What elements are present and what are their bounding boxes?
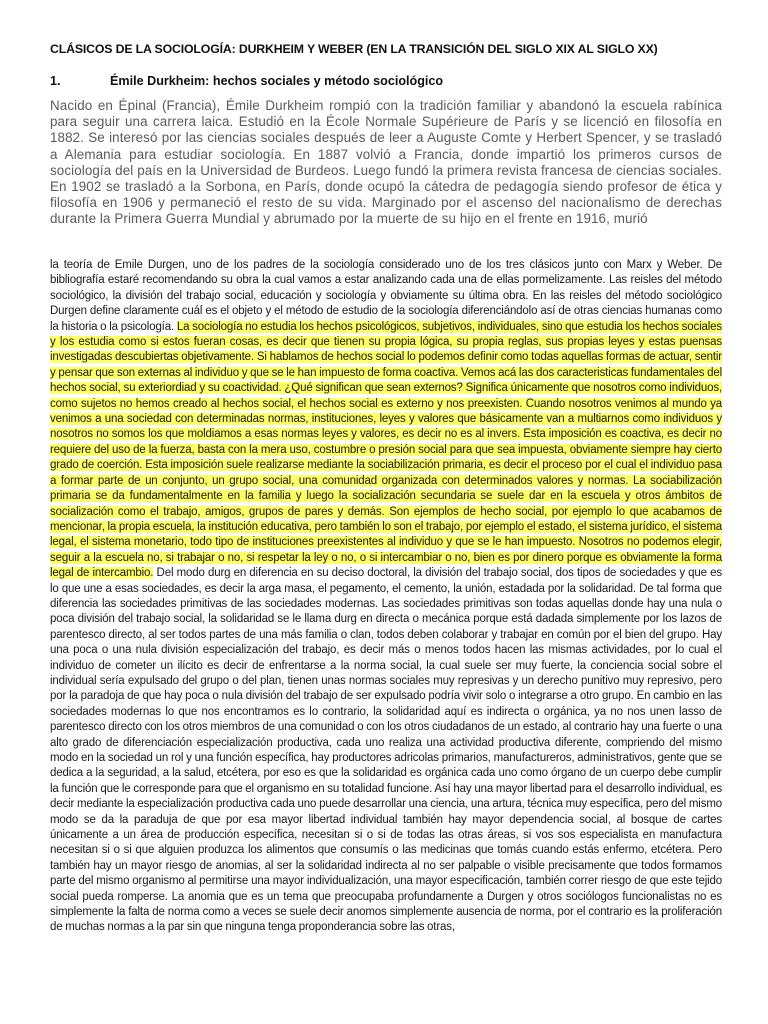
document-title: CLÁSICOS DE LA SOCIOLOGÍA: DURKHEIM Y WEBER (EN LA TRANSICIÓN DEL SIGLO XIX AL SIGLO XX) xyxy=(50,42,658,56)
section-heading xyxy=(50,74,750,88)
intro-paragraph: Nacido en Épinal (Francia), Émile Durkheim rompió con la tradición familiar y abandonó la escuela rabínica para seguir una carrera laica. Estudió en la École Normale Supérieure de París y se licenció en filosofía en 1882. Se interesó por las ciencias sociales después de leer a Auguste Comte y Herbert Spencer, y se trasladó a Alemania para estudiar sociología. En 1887 volvió a Francia, donde impartió los primeros cursos de sociología del país en la Universidad de Burdeos. Luego fundó la primera revista francesa de ciencias sociales. En 1902 se trasladó a la Sorbona, en París, donde ocupó la cátedra de pedagogía siendo profesor de ética y filosofía en 1906 y permaneció el resto de su vida. Marginado por el ascenso del nacionalismo de derechas durante la Primera Guerra Mundial y abrumado por la muerte de su hijo en el frente en 1916, murió xyxy=(50,98,722,227)
body-text-after: Del modo durg en diferencia en su deciso doctoral, la división del trabajo social, dos tipos de sociedades y que es lo que une a esas sociedades, es decir la arga masa, el pegamento, el cemento, la unión, estadada por la solidaridad. De tal forma que diferencia las sociedades primitivas de las sociedades modernas. Las sociedades primitivas son todas aquellas donde hay una nula o poca división del trabajo social, la solidaridad se le llama durg en directa o mecánica porque está dadada simplemente por los lazos de parentesco directo, al ser todos partes de una más familia o clan, todos deben colaborar y trabajar en común por el bien del grupo. Hay una poca o una nula división especialización del trabajo, es decir más o menos todos hacen las mismas actividades, por lo cual el individuo de cometer un ilícito es decir de enfrentarse a la norma social, la cual suele ser muy fuerte, la conciencia social sobre el individual sería expulsado del grupo o del plan, tienen unas normas sociales muy represivas y un derecho punitivo muy represivo, pero por la paradoja de que hay poca o nula división del trabajo de ser expulsado podría vivir solo o integrarse a otro grupo. En cambio en las sociedades modernas lo que nos encontramos es lo contrario, la solidaridad aquí es indirecta o orgánica, ya no nos unen lasso de parentesco directo con los otros miembros de una comunidad o con los otros ciudadanos de un estado, al contrario hay una fuerte o una alto grado de diferenciación especialización productiva, cada uno realiza una actividad productiva diferente, compriendo del mismo modo en la sociedad un rol y una función específica, hay productores adricolas primarios, manufactureros, administrativos, gente que se dedica a la seguridad, a la salud, etcétera, por eso es que la solidaridad es orgánica cada uno como órgano de un cuerpo debe cumplir la función que le corresponde para que el organismo en su totalidad funcione. Así hay una mayor libertad para el desarrollo individual, es decir mediante la especialización productiva cada uno puede desarrollar una ciencia, una artura, técnica muy específica, pero del mismo modo se da la paraduja de que por esa mayor libertad individual también hay mayor dependencia social, al bosque de cartes únicamente a un área de producción específica, necesitan si o si de todas las otras áreas, si vos sos especialista en manufactura necesitan si o si que alguien produzca los alimentos que consumís o las medicinas que tomás cuando estás enfermo, etcétera. Pero también hay un mayor riesgo de anomias, al ser la solidaridad indirecta al no ser palpable o visible precisamente que todos formamos parte del mismo organismo al permitirse una mayor individualización, una mayor especificación, también correr riesgo de que este tejido social pueda romperse. La anomia que es un tema que preocupaba profundamente a Durgen y otros sociólogos funcionalistas no es simplemente la falta de norma como a veces se suele decir anomos simplemente ausencia de norma, por el contrario es la proliferación de muchas normas a la par sin que ninguna tenga proponderancia sobre las otras, xyxy=(50,567,722,934)
section-title: Émile Durkheim: hechos sociales y método sociológico xyxy=(110,74,444,88)
highlighted-text: La sociología no estudia los hechos psicológicos, subjetivos, individuales, sino que estudia los hechos sociales y los estudia como si estos fueran cosas, es decir que tienen su propia lógica, su propia reglas, sus propias leyes y estas puensas investigadas descubiertas objetivamente. Si hablamos de hechos social lo podemos definir como todas aquellas formas de actuar, sentir y pensar que son externas al individuo y que se le han impuesto de forma coactiva. Vemos acá las dos caracteristicas fundamentales del hechos social, su exteriordiad y su coactividad. ¿Qué significan que sean externos? Significa únicamente que nosotros como individuos, como sujetos no hemos creado al hechos social, el hechos social es externo y nos preexisten. Cuando nosotros venimos al mundo ya venimos a una sociedad con determinadas normas, instituciones, leyes y valores que básicamente van a multiarnos como individuos y nosotros no somos los que moldiamos a esas normas leyes y valores, es decir no es al invers. Esta imposición es coactiva, es decir no requiere del uso de la fuerza, basta con la mera uso, costumbre o presión social para que sea impuesta, obviamente siempre hay cierto grado de coerción. Esta imposición suele realizarse mediante la sociabilización primaria, es decir el proceso por el cual el individuo pasa a formar parte de un conjunto, un grupo social, una comunidad organizada con determinados valores y normas. La sociabilización primaria se da fundamentalmente en la familia y luego la socialización secundaria se suele dar en la escuela y otros ámbitos de socialización como el trabajo, amigos, grupos de pares y demás. Son ejemplos de hecho social, por ejemplo lo que acabamos de mencionar, la propia escuela, la institución educativa, pero también lo son el trabajo, por ejemplo el estado, el sistema jurídico, el sistema legal, el sistema monetario, todo tipo de instituciones preexistentes al individuo y que se le han impuesto. Nosotros no podemos elegir, seguir a la escuela no, si trabajar o no, si respetar la ley o no, o si intercambiar o no, bien es por dinero porque es obviamente la forma legal de intercambio. xyxy=(50,320,722,580)
body-text-before: la teoría de Emile Durgen, uno de los padres de la sociología considerado uno de los tres clásicos junto con Marx y Weber. De bibliografía estaré recomendando su obra la cual vamos a estar analizando cada una de ellas pormelizamente. Las reisles del método sociológico, la división del trabajo social, educación y sociología y obviamente su última obra. En las reisles del método sociológico Durgen define claramente cuál es el objeto y el método de estudio de la sociología diferenciándolo así de otras ciencias humanas como la historia o la psicología. xyxy=(50,259,722,333)
body-paragraph xyxy=(50,258,722,936)
section-number: 1. xyxy=(50,74,61,88)
